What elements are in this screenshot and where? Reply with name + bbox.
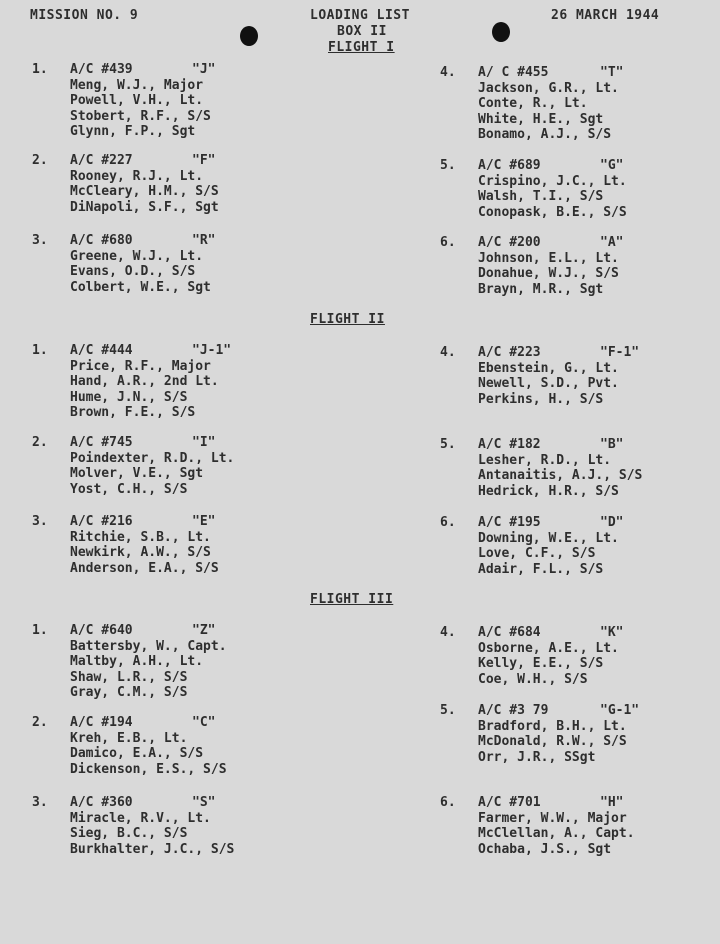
aircraft-code: "D" bbox=[600, 515, 624, 530]
entry-number: 1. bbox=[32, 62, 48, 77]
crew-member: Orr, J.R., SSgt bbox=[478, 749, 596, 765]
entry-number: 6. bbox=[440, 515, 456, 530]
crew-member: Bradford, B.H., Lt. bbox=[478, 718, 627, 734]
crew-member: Sieg, B.C., S/S bbox=[70, 826, 188, 841]
entry-number: 2. bbox=[32, 435, 48, 450]
aircraft-entry bbox=[32, 715, 292, 777]
crew-list bbox=[478, 81, 619, 143]
crew-member: Bonamo, A.J., S/S bbox=[478, 127, 612, 142]
crew-member: Hume, J.N., S/S bbox=[70, 389, 188, 405]
punch-hole-left-icon bbox=[240, 26, 258, 46]
crew-member: Hand, A.R., 2nd Lt. bbox=[70, 374, 219, 389]
crew-member: Walsh, T.I., S/S bbox=[478, 189, 604, 204]
aircraft-number: A/C #640 bbox=[70, 623, 133, 638]
punch-hole-right-icon bbox=[492, 22, 510, 42]
crew-list bbox=[478, 719, 627, 766]
aircraft-code: "I" bbox=[192, 435, 216, 450]
aircraft-number: A/C #439 bbox=[70, 62, 133, 77]
crew-list bbox=[70, 451, 234, 498]
crew-member: Jackson, G.R., Lt. bbox=[478, 80, 619, 96]
crew-list bbox=[70, 530, 219, 577]
entry-number: 5. bbox=[440, 158, 456, 173]
crew-member: Damico, E.A., S/S bbox=[70, 746, 204, 761]
aircraft-number: A/C #680 bbox=[70, 233, 133, 248]
aircraft-number: A/C #701 bbox=[478, 795, 541, 810]
aircraft-entry bbox=[440, 345, 700, 407]
aircraft-entry bbox=[32, 435, 292, 497]
aircraft-number: A/C #194 bbox=[70, 715, 133, 730]
crew-member: Glynn, F.P., Sgt bbox=[70, 124, 196, 139]
crew-member: Ochaba, J.S., Sgt bbox=[478, 841, 612, 857]
aircraft-number: A/C #216 bbox=[70, 514, 133, 529]
crew-member: Newell, S.D., Pvt. bbox=[478, 376, 619, 391]
aircraft-entry bbox=[32, 233, 292, 295]
aircraft-number: A/C #689 bbox=[478, 158, 541, 173]
crew-list bbox=[478, 251, 619, 298]
crew-list bbox=[70, 731, 227, 778]
mission-number: MISSION NO. 9 bbox=[30, 8, 139, 23]
crew-member: Farmer, W.W., Major bbox=[478, 810, 627, 826]
aircraft-code: "F-1" bbox=[600, 345, 640, 360]
crew-member: Shaw, L.R., S/S bbox=[70, 669, 188, 685]
crew-member: Burkhalter, J.C., S/S bbox=[70, 841, 235, 857]
aircraft-number: A/C #227 bbox=[70, 153, 133, 168]
aircraft-number: A/C #3 79 bbox=[478, 703, 549, 718]
crew-list bbox=[478, 531, 619, 578]
entry-number: 4. bbox=[440, 625, 456, 640]
crew-member: Yost, C.H., S/S bbox=[70, 481, 188, 497]
entry-number: 3. bbox=[32, 795, 48, 810]
entry-number: 3. bbox=[32, 514, 48, 529]
entry-number: 3. bbox=[32, 233, 48, 248]
flight-title: FLIGHT I bbox=[328, 40, 395, 55]
crew-list bbox=[478, 174, 627, 221]
crew-member: Donahue, W.J., S/S bbox=[478, 266, 619, 281]
aircraft-number: A/ C #455 bbox=[478, 65, 549, 80]
aircraft-number: A/C #684 bbox=[478, 625, 541, 640]
crew-list bbox=[478, 361, 619, 408]
entry-number: 5. bbox=[440, 703, 456, 718]
aircraft-entry bbox=[440, 515, 700, 577]
aircraft-entry bbox=[32, 623, 292, 701]
crew-list bbox=[70, 78, 211, 140]
crew-member: Price, R.F., Major bbox=[70, 358, 211, 374]
crew-member: Osborne, A.E., Lt. bbox=[478, 640, 619, 656]
aircraft-code: "T" bbox=[600, 65, 624, 80]
aircraft-code: "A" bbox=[600, 235, 624, 250]
aircraft-entry bbox=[440, 65, 700, 143]
crew-member: Ritchie, S.B., Lt. bbox=[70, 529, 211, 545]
aircraft-entry bbox=[440, 437, 700, 499]
crew-member: Stobert, R.F., S/S bbox=[70, 108, 211, 124]
aircraft-entry bbox=[32, 514, 292, 576]
crew-member: Brayn, M.R., Sgt bbox=[478, 281, 604, 297]
crew-member: Lesher, R.D., Lt. bbox=[478, 452, 612, 468]
crew-member: Anderson, E.A., S/S bbox=[70, 560, 219, 576]
crew-member: Downing, W.E., Lt. bbox=[478, 530, 619, 546]
aircraft-number: A/C #195 bbox=[478, 515, 541, 530]
aircraft-number: A/C #182 bbox=[478, 437, 541, 452]
crew-member: Rooney, R.J., Lt. bbox=[70, 168, 204, 184]
crew-member: Molver, V.E., Sgt bbox=[70, 466, 204, 481]
crew-member: DiNapoli, S.F., Sgt bbox=[70, 199, 219, 215]
crew-member: Dickenson, E.S., S/S bbox=[70, 761, 227, 777]
crew-member: Coe, W.H., S/S bbox=[478, 671, 588, 687]
crew-list bbox=[70, 169, 219, 216]
crew-member: Evans, O.D., S/S bbox=[70, 264, 196, 279]
crew-member: Conte, R., Lt. bbox=[478, 96, 588, 111]
crew-list bbox=[478, 641, 619, 688]
aircraft-entry bbox=[32, 153, 292, 215]
flight-title: FLIGHT III bbox=[310, 592, 394, 607]
crew-member: Miracle, R.V., Lt. bbox=[70, 810, 211, 826]
crew-member: McCleary, H.M., S/S bbox=[70, 184, 219, 199]
crew-list bbox=[478, 811, 635, 858]
aircraft-code: "F" bbox=[192, 153, 216, 168]
crew-member: Ebenstein, G., Lt. bbox=[478, 360, 619, 376]
aircraft-code: "B" bbox=[600, 437, 624, 452]
aircraft-code: "G" bbox=[600, 158, 624, 173]
aircraft-entry bbox=[440, 625, 700, 687]
entry-number: 4. bbox=[440, 65, 456, 80]
aircraft-code: "J" bbox=[192, 62, 216, 77]
aircraft-entry bbox=[440, 158, 700, 220]
aircraft-number: A/C #200 bbox=[478, 235, 541, 250]
entry-number: 2. bbox=[32, 153, 48, 168]
crew-member: Poindexter, R.D., Lt. bbox=[70, 450, 235, 466]
aircraft-entry bbox=[32, 343, 292, 421]
document-date: 26 MARCH 1944 bbox=[551, 8, 660, 23]
entry-number: 1. bbox=[32, 343, 48, 358]
crew-member: Powell, V.H., Lt. bbox=[70, 93, 204, 108]
crew-member: Kreh, E.B., Lt. bbox=[70, 730, 188, 746]
crew-member: Adair, F.L., S/S bbox=[478, 561, 604, 577]
crew-list bbox=[70, 249, 211, 296]
entry-number: 5. bbox=[440, 437, 456, 452]
crew-member: Conopask, B.E., S/S bbox=[478, 204, 627, 220]
crew-member: Maltby, A.H., Lt. bbox=[70, 654, 204, 669]
aircraft-code: "G-1" bbox=[600, 703, 640, 718]
crew-member: Newkirk, A.W., S/S bbox=[70, 545, 211, 560]
aircraft-code: "H" bbox=[600, 795, 624, 810]
crew-list bbox=[478, 453, 642, 500]
crew-member: Kelly, E.E., S/S bbox=[478, 656, 604, 671]
crew-list bbox=[70, 811, 234, 858]
aircraft-code: "S" bbox=[192, 795, 216, 810]
crew-list bbox=[70, 359, 219, 421]
entry-number: 1. bbox=[32, 623, 48, 638]
crew-member: Greene, W.J., Lt. bbox=[70, 248, 204, 264]
crew-member: Gray, C.M., S/S bbox=[70, 685, 188, 700]
crew-member: Crispino, J.C., Lt. bbox=[478, 173, 627, 189]
aircraft-number: A/C #223 bbox=[478, 345, 541, 360]
document-title: LOADING LIST bbox=[310, 8, 410, 23]
crew-member: McClellan, A., Capt. bbox=[478, 826, 635, 841]
aircraft-entry bbox=[440, 235, 700, 297]
crew-member: Johnson, E.L., Lt. bbox=[478, 250, 619, 266]
aircraft-entry bbox=[440, 703, 700, 765]
aircraft-code: "J-1" bbox=[192, 343, 232, 358]
crew-member: White, H.E., Sgt bbox=[478, 111, 604, 127]
crew-member: Battersby, W., Capt. bbox=[70, 638, 227, 654]
aircraft-entry bbox=[440, 795, 700, 857]
aircraft-code: "Z" bbox=[192, 623, 216, 638]
crew-member: Meng, W.J., Major bbox=[70, 77, 204, 93]
crew-member: Perkins, H., S/S bbox=[478, 391, 604, 407]
crew-member: Colbert, W.E., Sgt bbox=[70, 279, 211, 295]
box-label: BOX II bbox=[337, 24, 387, 39]
crew-member: Antanaitis, A.J., S/S bbox=[478, 468, 643, 483]
aircraft-code: "K" bbox=[600, 625, 624, 640]
aircraft-entry bbox=[32, 62, 292, 140]
entry-number: 4. bbox=[440, 345, 456, 360]
entry-number: 2. bbox=[32, 715, 48, 730]
aircraft-number: A/C #444 bbox=[70, 343, 133, 358]
crew-member: Hedrick, H.R., S/S bbox=[478, 483, 619, 499]
aircraft-number: A/C #745 bbox=[70, 435, 133, 450]
aircraft-code: "R" bbox=[192, 233, 216, 248]
entry-number: 6. bbox=[440, 795, 456, 810]
flight-title: FLIGHT II bbox=[310, 312, 385, 327]
aircraft-entry bbox=[32, 795, 292, 857]
crew-list bbox=[70, 639, 227, 701]
crew-member: Love, C.F., S/S bbox=[478, 546, 596, 561]
crew-member: Brown, F.E., S/S bbox=[70, 405, 196, 420]
aircraft-number: A/C #360 bbox=[70, 795, 133, 810]
aircraft-code: "C" bbox=[192, 715, 216, 730]
aircraft-code: "E" bbox=[192, 514, 216, 529]
entry-number: 6. bbox=[440, 235, 456, 250]
crew-member: McDonald, R.W., S/S bbox=[478, 734, 627, 749]
